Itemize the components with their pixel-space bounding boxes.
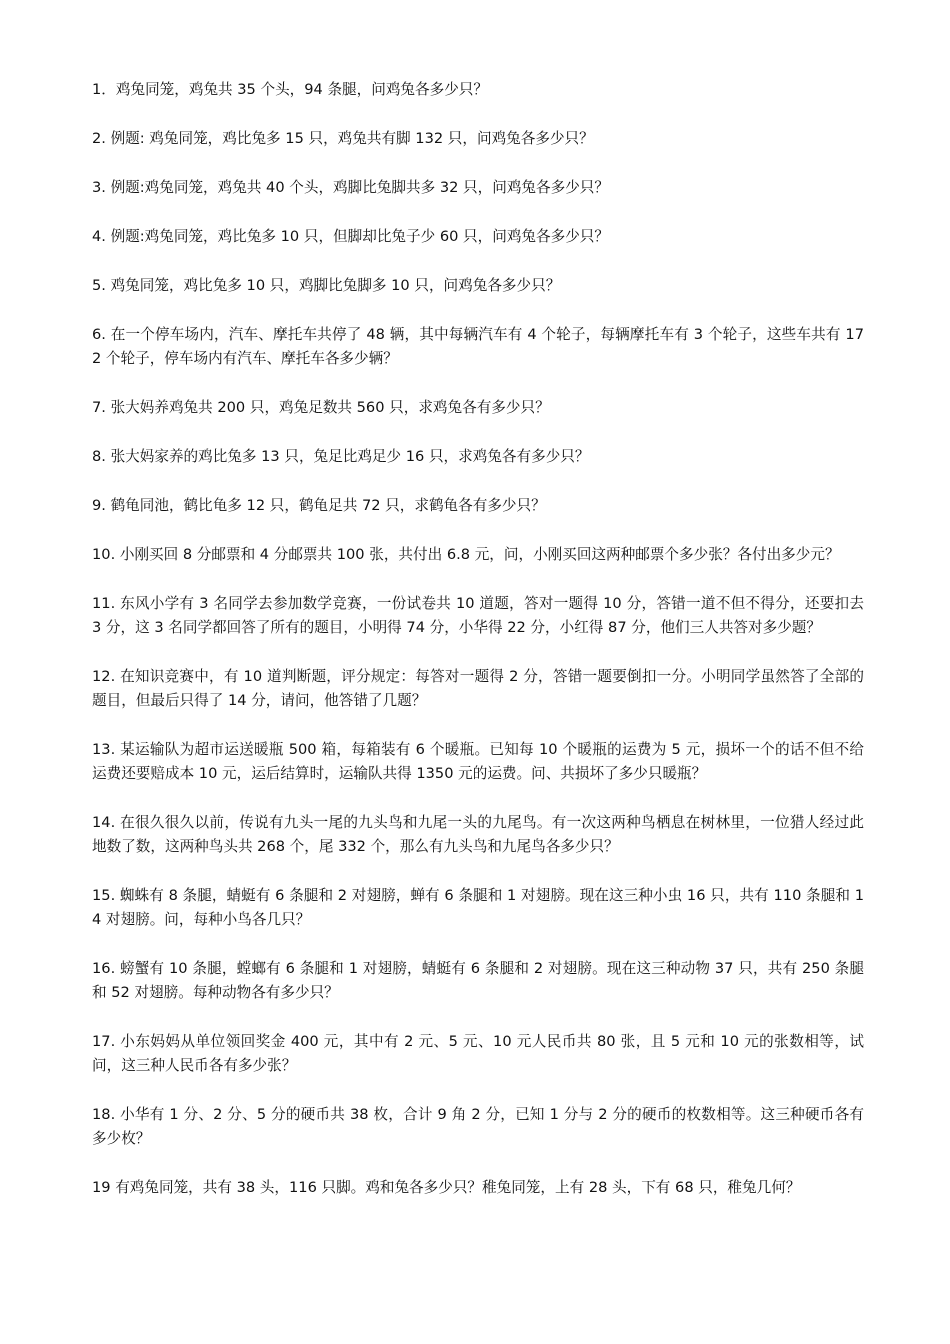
- problem-19: 19 有鸡兔同笼，共有 38 头，116 只脚。鸡和兔各多少只？稚兔同笼，上有 28 头，下有 68 只，稚兔几何？: [92, 1179, 801, 1196]
- problem-6: 6. 在一个停车场内，汽车、摩托车共停了 48 辆，其中每辆汽车有 4 个轮子，每辆摩托车有 3 个轮子，这些车共有 172 个轮子，停车场内有汽车、摩托车各多少辆？: [92, 326, 864, 367]
- problem-8: 8. 张大妈家养的鸡比兔多 13 只，兔足比鸡足少 16 只，求鸡兔各有多少只？: [92, 448, 590, 465]
- problem-7: 7. 张大妈养鸡兔共 200 只，鸡兔足数共 560 只，求鸡兔各有多少只？: [92, 399, 550, 416]
- problem-18: 18. 小华有 1 分、2 分、5 分的硬币共 38 枚，合计 9 角 2 分，已知 1 分与 2 分的硬币的枚数相等。这三种硬币各有多少枚？: [92, 1106, 864, 1147]
- problem-9: 9. 鹤龟同池，鹤比龟多 12 只，鹤龟足共 72 只，求鹤龟各有多少只？: [92, 497, 546, 514]
- problem-3: 3. 例题:鸡兔同笼，鸡兔共 40 个头，鸡脚比兔脚共多 32 只，问鸡兔各多少只？: [92, 179, 609, 196]
- problem-14: 14. 在很久很久以前，传说有九头一尾的九头鸟和九尾一头的九尾鸟。有一次这两种鸟栖息在树林里，一位猎人经过此地数了数，这两种鸟头共 268 个，尾 332 个，那么有九头鸟和九尾鸟各多少只？: [92, 814, 864, 855]
- problem-13: 13. 某运输队为超市运送暖瓶 500 箱，每箱装有 6 个暖瓶。已知每 10 个暖瓶的运费为 5 元，损坏一个的话不但不给运费还要赔成本 10 元，运后结算时，运输队共得 1350 元的运费。问、共损坏了多少只暖瓶？: [92, 741, 864, 782]
- problem-list: [92, 78, 864, 1225]
- problem-1: 1．鸡兔同笼，鸡兔共 35 个头，94 条腿，问鸡兔各多少只？: [92, 81, 489, 98]
- problem-2: 2. 例题: 鸡兔同笼，鸡比兔多 15 只，鸡兔共有脚 132 只，问鸡兔各多少只？: [92, 130, 594, 147]
- problem-10: 10. 小刚买回 8 分邮票和 4 分邮票共 100 张，共付出 6.8 元，问，小刚买回这两种邮票个多少张？各付出多少元？: [92, 546, 840, 563]
- problem-16: 16. 螃蟹有 10 条腿，螳螂有 6 条腿和 1 对翅膀，蜻蜓有 6 条腿和 2 对翅膀。现在这三种动物 37 只，共有 250 条腿和 52 对翅膀。每种动物各有多少只？: [92, 960, 864, 1001]
- problem-12: 12. 在知识竞赛中，有 10 道判断题，评分规定：每答对一题得 2 分，答错一题要倒扣一分。小明同学虽然答了全部的题目，但最后只得了 14 分，请问，他答错了几题？: [92, 668, 864, 709]
- problem-5: 5. 鸡兔同笼，鸡比兔多 10 只，鸡脚比兔脚多 10 只，问鸡兔各多少只？: [92, 277, 561, 294]
- problem-17: 17. 小东妈妈从单位领回奖金 400 元，其中有 2 元、5 元、10 元人民币共 80 张，且 5 元和 10 元的张数相等，试问，这三种人民币各有多少张？: [92, 1033, 864, 1074]
- problem-11: 11. 东风小学有 3 名同学去参加数学竞赛，一份试卷共 10 道题，答对一题得 10 分，答错一道不但不得分，还要扣去 3 分，这 3 名同学都回答了所有的题目，小明得 74 分，小华得 22 分，小红得 87 分，他们三人共答对多少题？: [92, 595, 864, 636]
- problem-15: 15. 蜘蛛有 8 条腿，蜻蜓有 6 条腿和 2 对翅膀，蝉有 6 条腿和 1 对翅膀。现在这三种小虫 16 只，共有 110 条腿和 14 对翅膀。问，每种小鸟各几只？: [92, 887, 864, 928]
- problem-4: 4. 例题:鸡兔同笼，鸡比兔多 10 只，但脚却比兔子少 60 只，问鸡兔各多少只？: [92, 228, 609, 245]
